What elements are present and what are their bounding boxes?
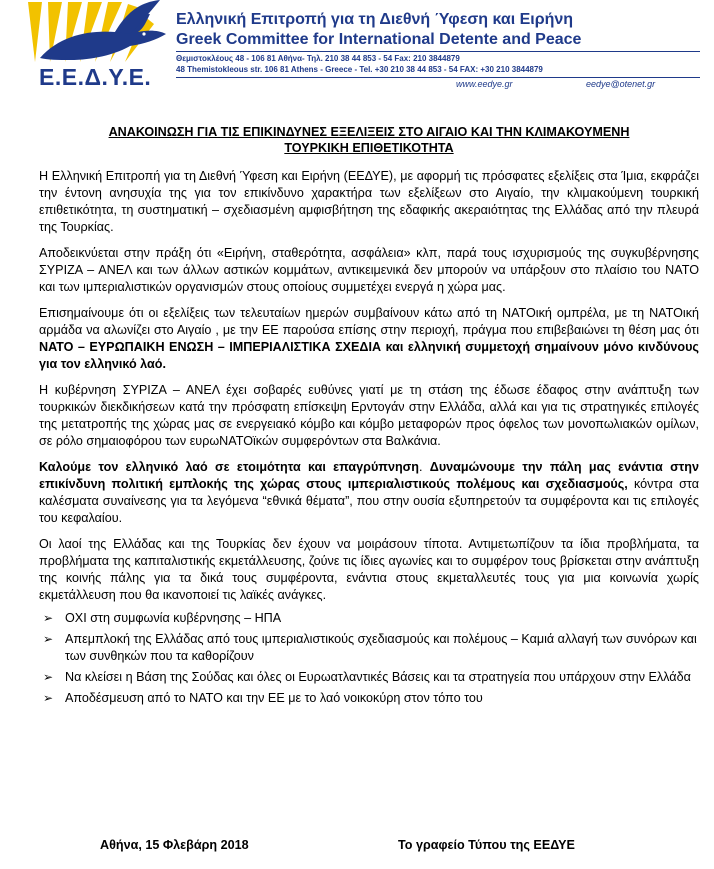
arrow-bullet-icon: ➢ xyxy=(43,691,54,705)
title-line-1: ΑΝΑΚΟΙΝΩΣΗ ΓΙΑ ΤΙΣ ΕΠΙΚΙΝΔΥΝΕΣ ΕΞΕΛΙΞΕΙΣ ΣΤΟ ΑΙΓΑΙΟ ΚΑΙ ΤΗΝ ΚΛΙΜΑΚΟΥΜΕΝΗ xyxy=(108,125,630,139)
arrow-bullet-icon: ➢ xyxy=(43,670,54,684)
title-line-2: ΤΟΥΡΚΙΚΗ ΕΠΙΘΕΤΙΚΟΤΗΤΑ xyxy=(284,141,454,155)
list-item xyxy=(39,631,699,665)
list-item xyxy=(39,669,699,686)
org-name-english: Greek Committee for International Detente and Peace xyxy=(176,31,582,48)
list-item-text: Απεμπλοκή της Ελλάδας από τους ιμπεριαλιστικούς σχεδιασμούς και πολέμους – Καμιά αλλαγή των συνόρων και των συνθηκών που τα καθορίζουν xyxy=(65,632,697,663)
paragraph-3-text: Επισημαίνουμε ότι οι εξελίξεις των τελευταίων ημερών συμβαίνουν κάτω από τη ΝΑΤΟική ομπρέλα, με τη ΝΑΤΟική αρμάδα να αλωνίζει στο Αιγαίο , με την ΕΕ παρούσα επίσης στην περιοχή, πράγμα που επιβεβαιώνει τη θέση μας ότι xyxy=(39,306,699,337)
email-link[interactable]: eedye@otenet.gr xyxy=(586,79,656,89)
paragraph-1: Η Ελληνική Επιτροπή για τη Διεθνή Ύφεση και Ειρήνη (ΕΕΔΥΕ), με αφορμή τις πρόσφατες εξελίξεις στα Ίμια, εκφράζει την έντονη ανησυχία της για τον επικίνδυνο χαρακτήρα των εξελίξεων στο Αιγαίο, την κλιμακούμενη τουρκική επιθετικότητα, τη συστηματική – σχεδιασμένη αμφισβήτηση της εδαφικής ακεραιότητας της Ελλάδας από την πλευρά της Τουρκίας. xyxy=(39,169,699,234)
list-item-text: ΟΧΙ στη συμφωνία κυβέρνησης – ΗΠΑ xyxy=(65,611,282,625)
announcement-body xyxy=(39,124,699,711)
list-item-text: Να κλείσει η Βάση της Σούδας και όλες οι Ευρωατλαντικές Βάσεις και τα στρατηγεία που υπάρχουν στην Ελλάδα xyxy=(65,670,691,684)
signature: Το γραφείο Τύπου της ΕΕΔΥΕ xyxy=(398,838,575,852)
paragraph-2: Αποδεικνύεται στην πράξη ότι «Ειρήνη, σταθερότητα, ασφάλεια» κλπ, παρά τους ισχυρισμούς της συγκυβέρνησης ΣΥΡΙΖΑ – ΑΝΕΛ και των άλλων αστικών κομμάτων, αντικειμενικά δεν μπορούν να υπάρξουν στο πλαίσιο του ΝΑΤΟ και των ιμπεριαλιστικών οργανισμών στους οποίους συμμετέχει ενεργά η χώρα μας. xyxy=(39,246,699,294)
letterhead xyxy=(0,0,714,108)
paragraph-4: Η κυβέρνηση ΣΥΡΙΖΑ – ΑΝΕΛ έχει σοβαρές ευθύνες γιατί με τη στάση της έδωσε έδαφος στην ανάπτυξη των τουρκικών διεκδικήσεων κατά την πρόσφατη επίσκεψη Ερντογάν στην Ελλάδα, αλλά και για τις στρατηγικές επιλογές της μετατροπής της χώρας μας σε ενεργειακό κόμβο και κόμβο μεταφορών προς όφελος των μονοπωλιακών ομίλων, σε ρόλο σημαιοφόρου των ευρωΝΑΤΟϊκών συμφερόντων στα Βαλκάνια. xyxy=(39,383,699,448)
letterhead-divider xyxy=(176,51,700,52)
paragraph-3 xyxy=(39,305,699,373)
paragraph-5-text: κόντρα στα καλέσματα συναίνεσης για τα λεγόμενα “εθνικά θέματα”, που στην ουσία εξυπηρετούν τα συμφέροντα και τις επιλογές του κεφαλαίου. xyxy=(39,477,700,525)
paragraph-6: Οι λαοί της Ελλάδας και της Τουρκίας δεν έχουν να μοιράσουν τίποτα. Αντιμετωπίζουν τα ίδια προβλήματα, τα προβλήματα της καπιταλιστικής εκμετάλλευσης, ζούνε τις ίδιες αγωνίες και το συμφέρον τους βρίσκεται στην ανάπτυξη της κοινής πάλης για τα δικά τους συμφέροντα, ενάντια στους εκμεταλλευτές τους για μια κοινωνία χωρίς εκμετάλλευση που θα ικανοποιεί τις λαϊκές ανάγκες. xyxy=(39,537,699,602)
letterhead-divider-bottom xyxy=(176,77,700,78)
address-english: 48 Themistokleous str. 106 81 Athens - Greece - Tel. +30 210 38 44 853 - 54 FAX: +30 210 3844879 xyxy=(176,65,543,74)
address-greek: Θεμιστοκλέους 48 - 106 81 Αθήνα- Τηλ. 210 38 44 853 - 54 Fax: 210 3844879 xyxy=(176,54,460,63)
paragraph-3-emphasis: ΝΑΤΟ – ΕΥΡΩΠΑΙΚΗ ΕΝΩΣΗ – ΙΜΠΕΡΙΑΛΙΣΤΙΚΑ ΣΧΕΔΙΑ και ελληνική συμμετοχή σημαίνουν μόνο κινδύνους για τον ελληνικό λαό. xyxy=(39,340,699,371)
org-name-greek: Ελληνική Επιτροπή για τη Διεθνή Ύφεση και Ειρήνη xyxy=(176,11,574,28)
website-link[interactable]: www.eedye.gr xyxy=(456,79,513,89)
paragraph-5 xyxy=(39,459,699,527)
arrow-bullet-icon: ➢ xyxy=(43,632,54,646)
list-item xyxy=(39,690,699,707)
paragraph-5-emphasis-2: Δυναμώνουμε την πάλη μας ενάντια στην επικίνδυνη πολιτική εμπλοκής της χώρας στους ιμπεριαλιστικούς πολέμους και σχεδιασμούς, xyxy=(39,460,700,491)
announcement-title xyxy=(39,124,699,156)
paragraph-5-emphasis-1: Καλούμε τον ελληνικό λαό σε ετοιμότητα και επαγρύπνηση xyxy=(39,460,419,474)
arrow-bullet-icon: ➢ xyxy=(43,611,54,625)
paragraph-5-separator: . xyxy=(418,460,430,474)
place-date: Αθήνα, 15 Φλεβάρη 2018 xyxy=(100,838,249,852)
logo-text: Ε.Ε.Δ.Υ.Ε. xyxy=(39,64,152,90)
demands-list xyxy=(39,610,699,707)
list-item xyxy=(39,610,699,627)
list-item-text: Αποδέσμευση από το ΝΑΤΟ και την ΕΕ με το λαό νοικοκύρη στον τόπο του xyxy=(65,691,483,705)
